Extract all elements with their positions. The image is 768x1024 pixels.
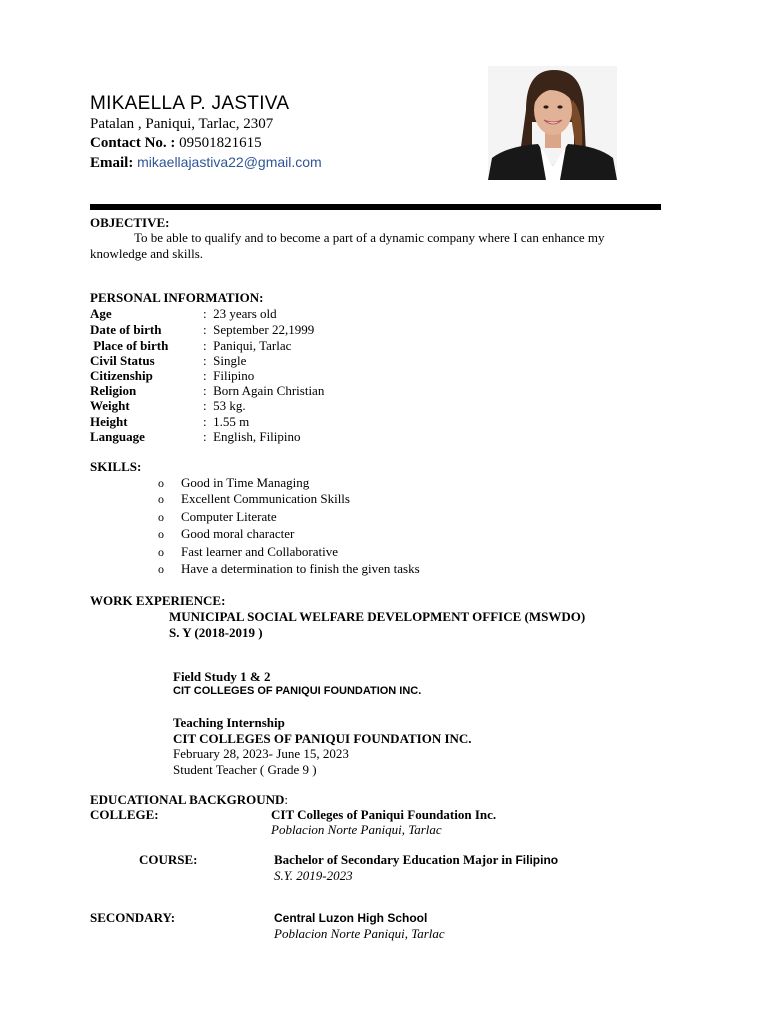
work-office: MUNICIPAL SOCIAL WELFARE DEVELOPMENT OFFICE (MSWDO)	[169, 609, 586, 624]
personal-info-label: Religion	[90, 383, 137, 398]
applicant-name: MIKAELLA P. JASTIVA	[90, 93, 290, 114]
skill-bullet-icon: o	[158, 545, 164, 559]
personal-info-label: Height	[90, 414, 128, 429]
skill-item: Good moral character	[181, 526, 295, 541]
skill-bullet-icon: o	[158, 492, 164, 506]
personal-info-value: : Filipino	[203, 368, 255, 383]
objective-text: To be able to qualify and to become a part of a dynamic company where I can enhance my knowledge and skills.	[90, 230, 605, 261]
education-heading-colon: :	[284, 792, 289, 807]
personal-info-label: Citizenship	[90, 368, 153, 383]
education-heading-text: EDUCATIONAL BACKGROUND	[90, 792, 285, 807]
email-label: Email:	[90, 155, 134, 171]
internship-dates: February 28, 2023- June 15, 2023	[173, 746, 349, 761]
objective-heading: OBJECTIVE:	[90, 215, 170, 230]
course-label: COURSE:	[139, 852, 198, 867]
personal-info-label: Civil Status	[90, 353, 155, 368]
internship-title: Teaching Internship	[173, 715, 285, 730]
personal-info-label: Language	[90, 429, 145, 444]
email-line	[90, 154, 322, 172]
personal-info-value: : 23 years old	[203, 306, 277, 321]
personal-info-label: Date of birth	[90, 322, 162, 337]
profile-photo	[488, 66, 617, 180]
personal-info-label: Weight	[90, 398, 130, 413]
personal-info-value: : 1.55 m	[203, 414, 250, 429]
personal-info-label: Age	[90, 306, 112, 321]
personal-info-label: Place of birth	[90, 338, 169, 353]
skill-item: Fast learner and Collaborative	[181, 544, 339, 559]
field-study-title: Field Study 1 & 2	[173, 669, 271, 684]
course-sy: S.Y. 2019-2023	[274, 868, 353, 883]
personal-info-value: : September 22,1999	[203, 322, 315, 337]
education-heading	[90, 792, 288, 808]
skill-bullet-icon: o	[158, 562, 164, 576]
course-name: Bachelor of Secondary Education Major in	[274, 852, 516, 867]
skill-item: Have a determination to finish the given tasks	[181, 561, 420, 576]
contact-value: 09501821615	[175, 135, 262, 151]
personal-info-heading: PERSONAL INFORMATION:	[90, 290, 264, 305]
skill-item: Excellent Communication Skills	[181, 491, 350, 506]
address: Patalan , Paniqui, Tarlac, 2307	[90, 116, 274, 132]
internship-school: CIT COLLEGES OF PANIQUI FOUNDATION INC.	[173, 731, 472, 746]
skill-bullet-icon: o	[158, 527, 164, 541]
secondary-address: Poblacion Norte Paniqui, Tarlac	[274, 926, 445, 941]
course-line	[274, 852, 558, 868]
header-divider	[90, 204, 661, 210]
field-study-school: CIT COLLEGES OF PANIQUI FOUNDATION INC.	[173, 685, 422, 697]
course-major: Filipino	[515, 853, 559, 867]
skill-item: Good in Time Managing	[181, 475, 310, 490]
secondary-label: SECONDARY:	[90, 910, 176, 925]
personal-info-value: : Single	[203, 353, 247, 368]
personal-info-value: : Born Again Christian	[203, 383, 325, 398]
contact-label: Contact No. :	[90, 135, 176, 151]
contact-line	[90, 135, 262, 152]
college-address: Poblacion Norte Paniqui, Tarlac	[271, 822, 442, 837]
email-value: mikaellajastiva22@gmail.com	[137, 154, 322, 170]
internship-role: Student Teacher ( Grade 9 )	[173, 762, 317, 777]
work-office-sy: S. Y (2018-2019 )	[169, 625, 263, 640]
skill-bullet-icon: o	[158, 510, 164, 524]
college-label: COLLEGE:	[90, 807, 159, 822]
personal-info-value: : English, Filipino	[203, 429, 301, 444]
skill-bullet-icon: o	[158, 476, 164, 490]
secondary-school: Central Luzon High School	[274, 911, 428, 925]
personal-info-value: : Paniqui, Tarlac	[203, 338, 292, 353]
skills-heading: SKILLS:	[90, 459, 142, 474]
college-school: CIT Colleges of Paniqui Foundation Inc.	[271, 807, 497, 822]
skill-item: Computer Literate	[181, 509, 277, 524]
work-experience-heading: WORK EXPERIENCE:	[90, 593, 226, 608]
portrait-illustration	[488, 66, 617, 180]
personal-info-value: : 53 kg.	[203, 398, 246, 413]
